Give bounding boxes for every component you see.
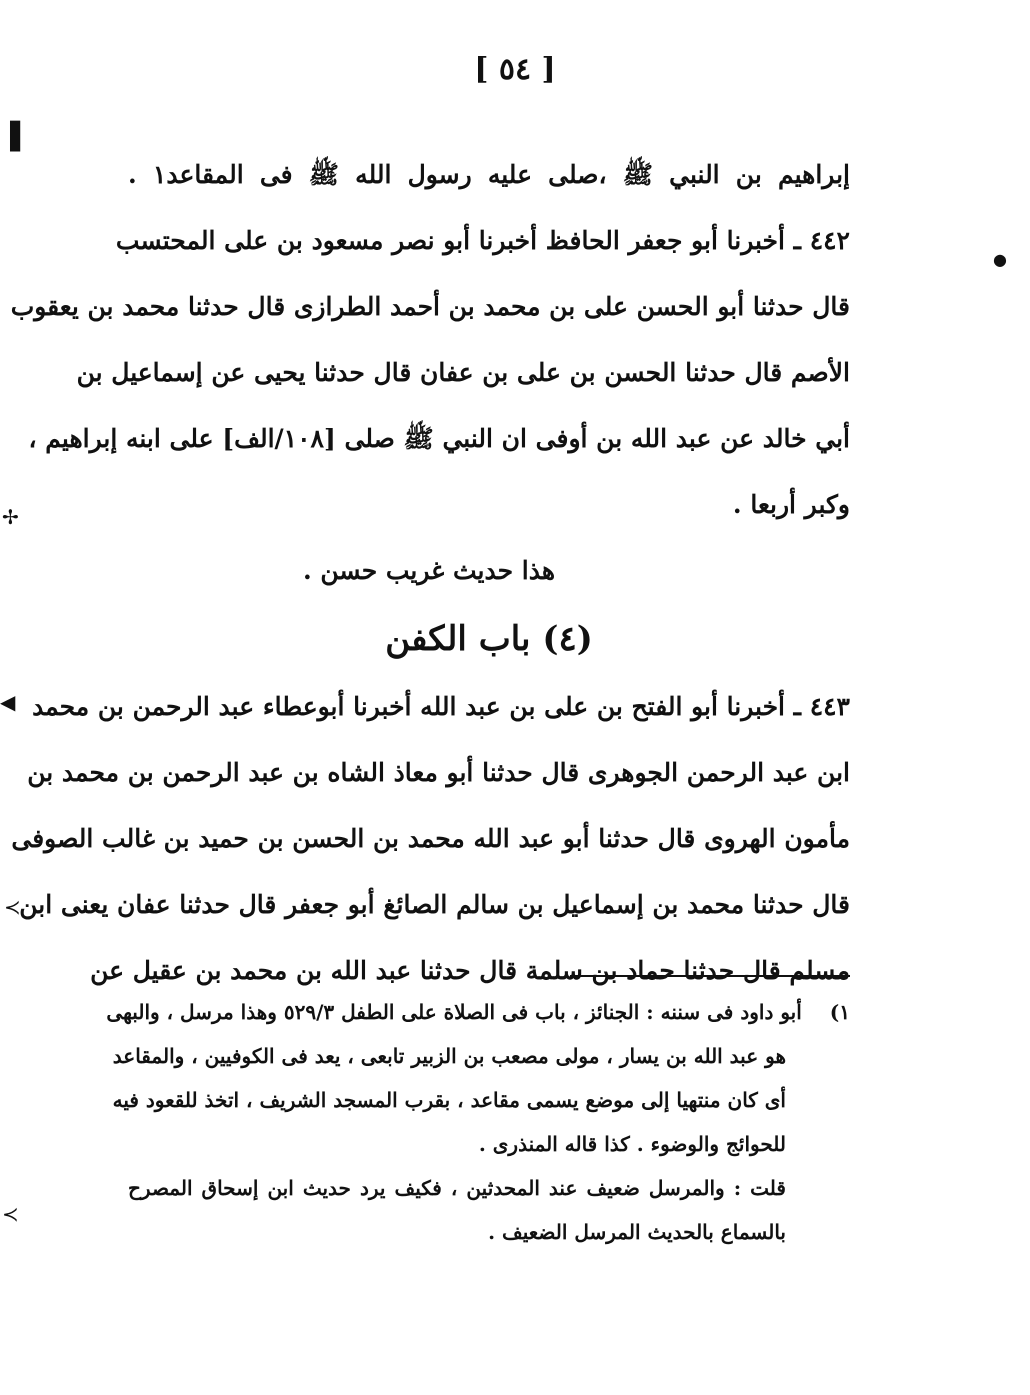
footnote-note-line: قلت : والمرسل ضعيف عند المحدثين ، فكيف يرد حديث ابن إسحاق المصرح: [128, 1176, 786, 1200]
margin-mark-icon: ≺: [4, 895, 21, 919]
text-line: إبراهيم بن النبي ﷺ ،صلى عليه رسول الله ﷺ فى المقاعد١ .: [128, 160, 850, 189]
page-number: [ ٥٤ ]: [474, 52, 556, 87]
footnote-line: أى كان منتهيا إلى موضع يسمى مقاعد ، بقرب المسجد الشريف ، اتخذ للقعود فيه: [112, 1088, 786, 1112]
margin-dot-icon: ●: [993, 250, 1007, 269]
text-line: مسلم قال حدثنا حماد بن سلمة قال حدثنا عبد الله بن محمد بن عقيل عن: [90, 956, 850, 985]
text-line: الأصم قال حدثنا الحسن بن على بن عفان قال حدثنا يحيى عن إسماعيل بن: [76, 358, 850, 387]
footnote-separator: [570, 975, 850, 977]
margin-mark-icon: ≺: [2, 1202, 19, 1226]
text-line: ابن عبد الرحمن الجوهرى قال حدثنا أبو معاذ الشاه بن عبد الرحمن بن محمد بن: [27, 758, 850, 787]
footnote-text: أبو داود فى سننه : الجنائز ، باب فى الصلاة على الطفل ٥٢٩/٣ وهذا مرسل ، والبهى: [106, 1000, 802, 1024]
footnotes: [106, 990, 850, 1254]
hadith-grade: هذا حديث غريب حسن .: [302, 556, 555, 585]
text-line: ٤٤٢ ـ أخبرنا أبو جعفر الحافظ أخبرنا أبو نصر مسعود بن على المحتسب: [115, 226, 850, 255]
footnote-line: [106, 990, 850, 1034]
footnote-line: للحوائج والوضوء . كذا قاله المنذرى .: [478, 1132, 786, 1156]
margin-mark-icon: ✢: [2, 505, 19, 529]
text-line: مأمون الهروى قال حدثنا أبو عبد الله محمد بن الحسن بن حميد بن غالب الصوفى: [11, 824, 850, 853]
text-line: وكبر أربعا .: [732, 490, 850, 519]
footnote-note-line: بالسماع بالحديث المرسل الضعيف .: [488, 1220, 786, 1244]
text-line: ٤٤٣ ـ أخبرنا أبو الفتح بن على بن عبد الله أخبرنا أبوعطاء عبد الرحمن بن محمد: [32, 692, 850, 721]
chapter-heading: (٤) باب الكفن: [385, 619, 593, 659]
text-line: أبي خالد عن عبد الله بن أوفى ان النبي ﷺ صلى [١٠٨/الف] على ابنه إبراهيم ،: [28, 424, 850, 453]
main-text: [10, 142, 850, 1004]
text-line: قال حدثنا محمد بن إسماعيل بن سالم الصائغ أبو جعفر قال حدثنا عفان يعنى ابن: [19, 890, 850, 919]
text-line: قال حدثنا أبو الحسن على بن محمد بن أحمد الطرازى قال حدثنا محمد بن يعقوب: [10, 292, 850, 321]
footnote-marker: ١): [829, 1000, 850, 1024]
margin-mark-icon: ▐: [0, 122, 20, 152]
margin-mark-icon: ◀: [0, 690, 16, 714]
footnote-line: هو عبد الله بن يسار ، مولى مصعب بن الزبير تابعى ، يعد فى الكوفيين ، والمقاعد: [112, 1044, 786, 1068]
